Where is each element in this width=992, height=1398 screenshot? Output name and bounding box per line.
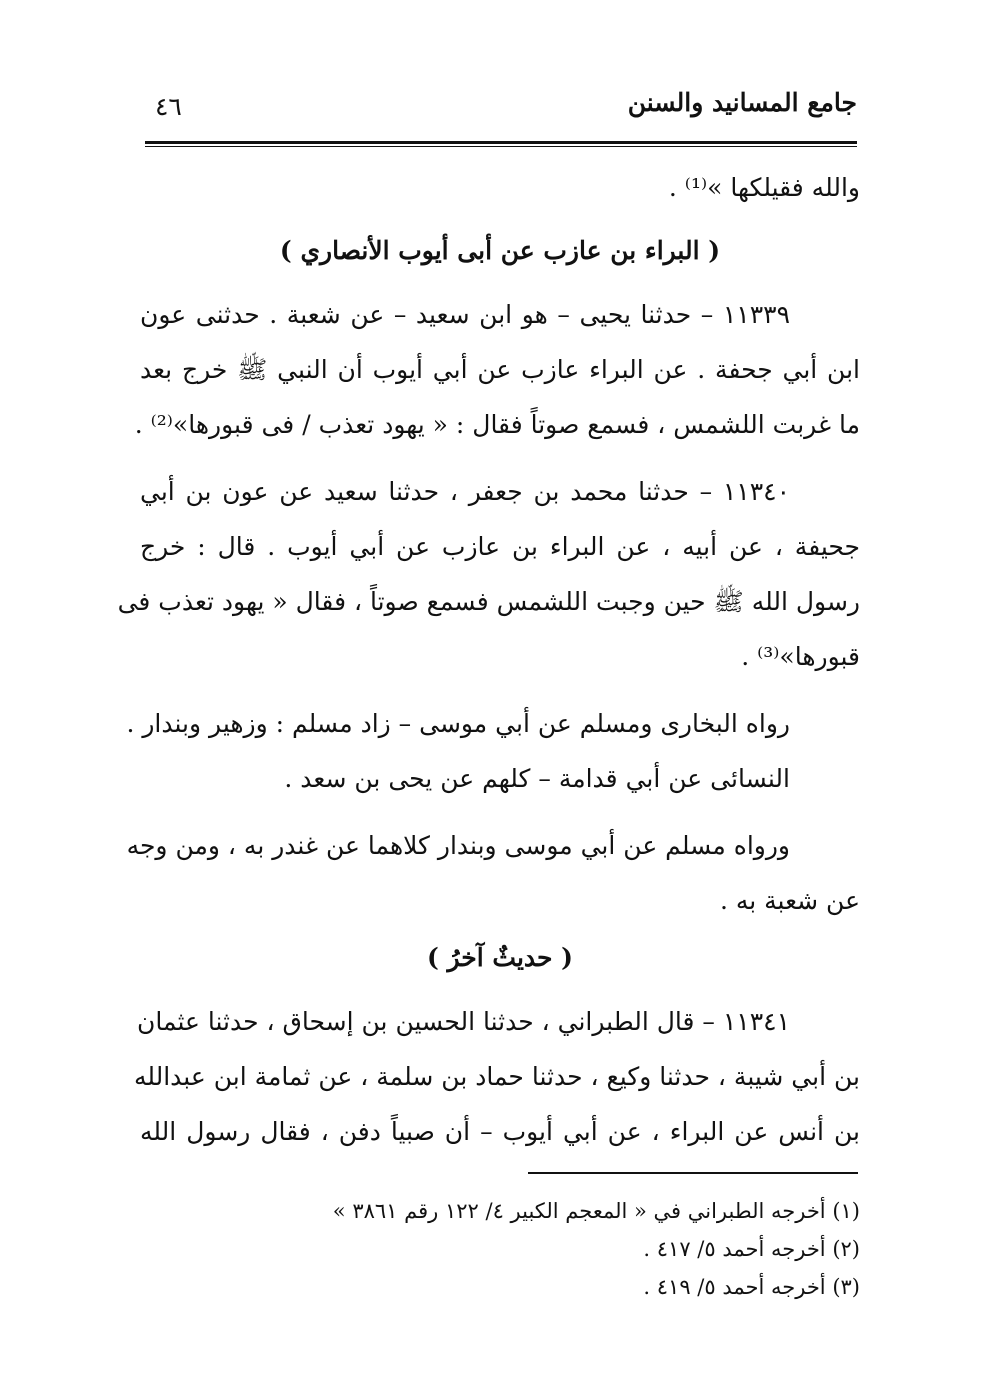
takhrij-line: رواه البخارى ومسلم عن أبي موسى – زاد مسلم : وزهير وبندار .: [126, 709, 790, 738]
hadith-line: ١١٣٤١ – قال الطبراني ، حدثنا الحسين بن إسحاق ، حدثنا عثمان: [137, 1007, 790, 1036]
hadith-line: بن أنس عن البراء ، عن أبي أيوب – أن صبياً دفن ، فقال رسول الله: [140, 1117, 860, 1146]
hadith-11339: [134, 287, 860, 452]
hadith-11341: [133, 994, 860, 1159]
hadith-11340: [117, 464, 860, 684]
page-header: [145, 82, 857, 142]
hadith-line: جحيفة ، عن أبيه ، عن البراء بن عازب عن أبي أيوب . قال : خرج: [140, 532, 860, 561]
hadith-line: ابن أبي جحفة . عن البراء عازب عن أبي أيوب أن النبي ﷺ خرج بعد: [140, 355, 860, 384]
takhrij-line: النسائى عن أبي قدامة – كلهم عن يحى بن سعد .: [284, 764, 790, 793]
takhrij-line: ورواه مسلم عن أبي موسى وبندار كلاهما عن غندر به ، ومن وجه: [126, 831, 790, 860]
footnote-2: (٢) أخرجه أحمد ٥/ ٤١٧ .: [643, 1237, 860, 1261]
hadith-line: بن أبي شيبة ، حدثنا وكيع ، حدثنا حماد بن سلمة ، عن ثمامة ابن عبدالله: [133, 1062, 860, 1091]
hadith-line: ما غربت اللشمس ، فسمع صوتاً فقال : « يهود تعذب / فى قبورها»⁽²⁾ .: [134, 410, 860, 439]
header-divider: [145, 141, 857, 147]
hadith-line: قبورها»⁽³⁾ .: [741, 642, 860, 671]
footnote-1: (١) أخرجه الطبراني في « المعجم الكبير ٤/ ١٢٢ رقم ٣٨٦١ »: [332, 1199, 860, 1223]
takhrij-line: عن شعبة به .: [719, 886, 860, 915]
section-heading-another-hadith: ( حديثٌ آخرُ ): [426, 943, 574, 972]
opening-line: والله فقيلكها »⁽¹⁾ .: [668, 173, 860, 202]
hadith-line: رسول الله ﷺ حين وجبت اللشمس فسمع صوتاً ، فقال « يهود تعذب فى: [117, 587, 860, 616]
takhrij-paragraph-2: [126, 818, 860, 928]
main-text: [117, 160, 860, 1159]
page-number: ٤٦: [155, 92, 182, 121]
hadith-line: ١١٣٣٩ – حدثنا يحيى – هو ابن سعيد – عن شعبة . حدثنى عون: [140, 300, 790, 329]
hadith-line: ١١٣٤٠ – حدثنا محمد بن جعفر ، حدثنا سعيد عن عون بن أبي: [140, 477, 790, 506]
book-title: جامع المسانيد والسنن: [627, 88, 857, 117]
footnote-3: (٣) أخرجه أحمد ٥/ ٤١٩ .: [643, 1275, 860, 1299]
footnotes: [332, 1192, 860, 1306]
section-heading-al-baraa: ( البراء بن عازب عن أبى أيوب الأنصاري ): [279, 236, 721, 265]
takhrij-paragraph-1: [126, 696, 860, 806]
footnote-divider: [528, 1172, 858, 1174]
